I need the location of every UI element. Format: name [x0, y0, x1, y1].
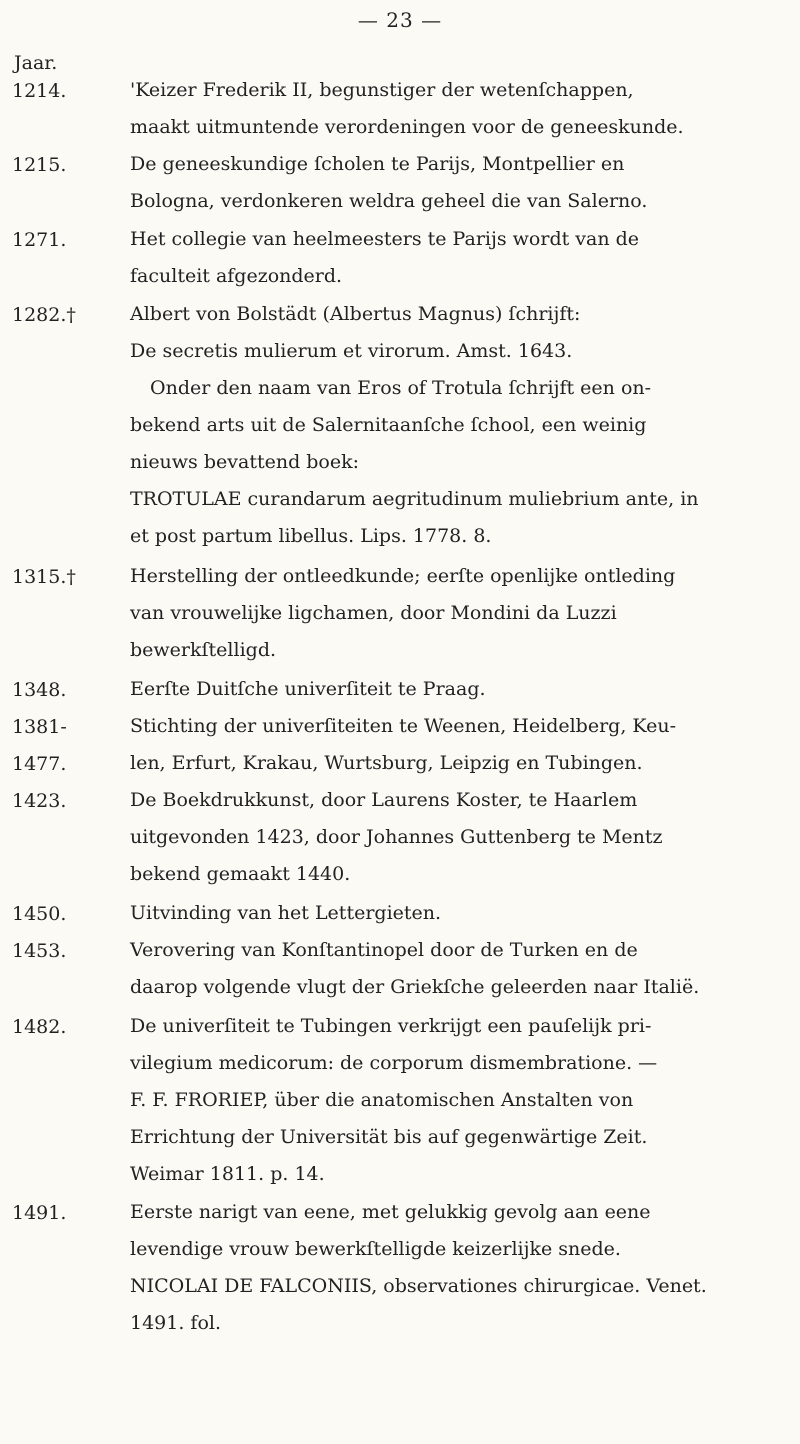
entry-line: De geneeskundige ſcholen te Parijs, Montpellier en — [130, 153, 625, 175]
entry-text — [130, 782, 755, 893]
entry-line: De univerſiteit te Tubingen verkrijgt een pauſelijk pri- — [130, 1015, 652, 1037]
entry-line: bewerkſtelligd. — [130, 639, 277, 661]
entry-text — [130, 708, 755, 782]
entry-line: Uitvinding van het Lettergieten. — [130, 902, 442, 924]
entry-year: 1348. — [12, 679, 67, 701]
entry-text — [130, 558, 755, 669]
entry-year: 1282.† — [12, 304, 76, 326]
entry-year: 1381- — [12, 716, 67, 738]
entry-year-end: 1477. — [12, 753, 67, 775]
entry-text — [130, 221, 755, 295]
entry-text — [130, 146, 755, 220]
entry-line: Weimar 1811. p. 14. — [130, 1163, 325, 1185]
entry-line: De secretis mulierum et virorum. Amst. 1643. — [130, 340, 573, 362]
entry-line: maakt uitmuntende verordeningen voor de geneeskunde. — [130, 116, 684, 138]
entry-line: uitgevonden 1423, door Johannes Guttenberg te Mentz — [130, 826, 663, 848]
entry-line: faculteit afgezonderd. — [130, 265, 343, 287]
entry-line: Stichting der univerſiteiten te Weenen, Heidelberg, Keu- — [130, 715, 676, 737]
entry-year: 1214. — [12, 80, 67, 102]
entry-text — [130, 1008, 755, 1193]
entry-line: Eerste narigt van eene, met gelukkig gevolg aan eene — [130, 1201, 651, 1223]
entry-line: len, Erfurt, Krakau, Wurtsburg, Leipzig en Tubingen. — [130, 752, 643, 774]
entry-year: 1453. — [12, 940, 67, 962]
entry-line: Herstelling der ontleedkunde; eerſte openlijke ontleding — [130, 565, 676, 587]
entry-line: Bologna, verdonkeren weldra geheel die van Salerno. — [130, 190, 648, 212]
entry-line: et post partum libellus. Lips. 1778. 8. — [130, 525, 492, 547]
entry-line: De Boekdrukkunst, door Laurens Koster, te Haarlem — [130, 789, 638, 811]
year-column-heading: Jaar. — [14, 52, 58, 74]
entry-line: Eerſte Duitſche univerſiteit te Praag. — [130, 678, 486, 700]
entry-year: 1271. — [12, 229, 67, 251]
entry-year: 1450. — [12, 903, 67, 925]
entry-line: bekend arts uit de Salernitaanſche ſchool, een weinig — [130, 414, 647, 436]
entry-line: daarop volgende vlugt der Griekſche geleerden naar Italië. — [130, 976, 700, 998]
entry-line: levendige vrouw bewerkſtelligde keizerlijke snede. — [130, 1238, 621, 1260]
page-number: — 23 — — [357, 8, 443, 32]
entry-line: bekend gemaakt 1440. — [130, 863, 351, 885]
entry-text — [130, 932, 755, 1006]
entry-line: Het collegie van heelmeesters te Parijs wordt van de — [130, 228, 640, 250]
entry-year: 1315.† — [12, 566, 76, 588]
entry-text — [130, 1194, 755, 1342]
entry-text — [130, 296, 755, 555]
entry-year: 1423. — [12, 790, 67, 812]
entry-line: 1491. fol. — [130, 1312, 222, 1334]
entry-line: Onder den naam van Eros of Trotula ſchrijft een on- — [150, 377, 652, 399]
entry-year: 1482. — [12, 1016, 67, 1038]
entry-line: F. F. FRORIEP, über die anatomischen Anstalten von — [130, 1089, 634, 1111]
entry-line: van vrouwelijke ligchamen, door Mondini da Luzzi — [130, 602, 617, 624]
entry-year: 1491. — [12, 1202, 67, 1224]
entry-line: vilegium medicorum: de corporum dismembratione. — — [130, 1052, 658, 1074]
entry-line: NICOLAI DE FALCONIIS, observationes chirurgicae. Venet. — [130, 1275, 707, 1297]
entry-line: 'Keizer Frederik II, begunstiger der wetenſchappen, — [130, 79, 634, 101]
entry-text — [130, 671, 755, 708]
entry-year: 1215. — [12, 154, 67, 176]
entry-line: Verovering van Konſtantinopel door de Turken en de — [130, 939, 638, 961]
entry-line: nieuws bevattend boek: — [130, 451, 360, 473]
entry-text — [130, 72, 755, 146]
entry-line: TROTULAE curandarum aegritudinum muliebrium ante, in — [130, 488, 699, 510]
entry-line: Albert von Bolstädt (Albertus Magnus) ſchrijft: — [130, 303, 581, 325]
entry-line: Errichtung der Universität bis auf gegenwärtige Zeit. — [130, 1126, 648, 1148]
entry-text — [130, 895, 755, 932]
